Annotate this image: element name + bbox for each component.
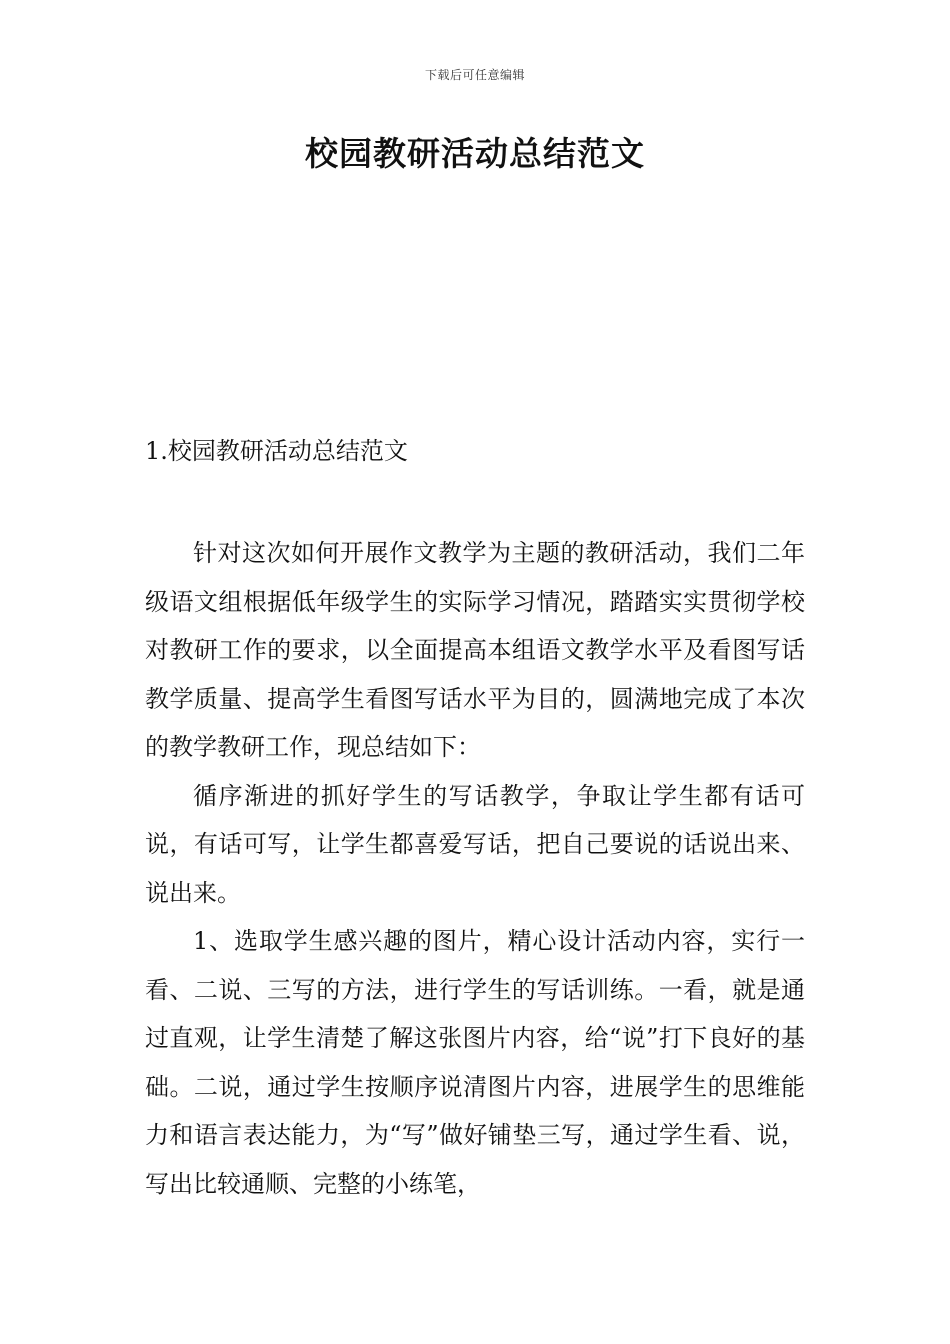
header-note: 下载后可任意编辑 (424, 68, 525, 82)
body-paragraph-1: 针对这次如何开展作文教学为主题的教研活动，我们二年级语文组根据低年级学生的实际学习情况，踏踏实实贯彻学校对教研工作的要求，以全面提高本组语文教学水平及看图写话教学质量、提高学生看图写话水平为目的，圆满地完成了本次的教学教研工作，现总结如下： (145, 539, 805, 761)
body-paragraph-3: 1、选取学生感兴趣的图片，精心设计活动内容，实行一看、二说、三写的方法，进行学生的写话训练。一看，就是通过直观，让学生清楚了解这张图片内容，给“说”打下良好的基础。二说，通过学生按顺序说清图片内容，进展学生的思维能力和语言表达能力，为“写”做好铺垫三写，通过学生看、说，写出比较通顺、完整的小练笔， (145, 927, 805, 1198)
document-title: 校园教研活动总结范文 (305, 134, 645, 173)
body-paragraph-2: 循序渐进的抓好学生的写话教学，争取让学生都有话可说，有话可写，让学生都喜爱写话，把自己要说的话说出来、说出来。 (145, 781, 805, 907)
section-heading: 1.校园教研活动总结范文 (145, 437, 408, 465)
document-body (145, 529, 805, 1208)
